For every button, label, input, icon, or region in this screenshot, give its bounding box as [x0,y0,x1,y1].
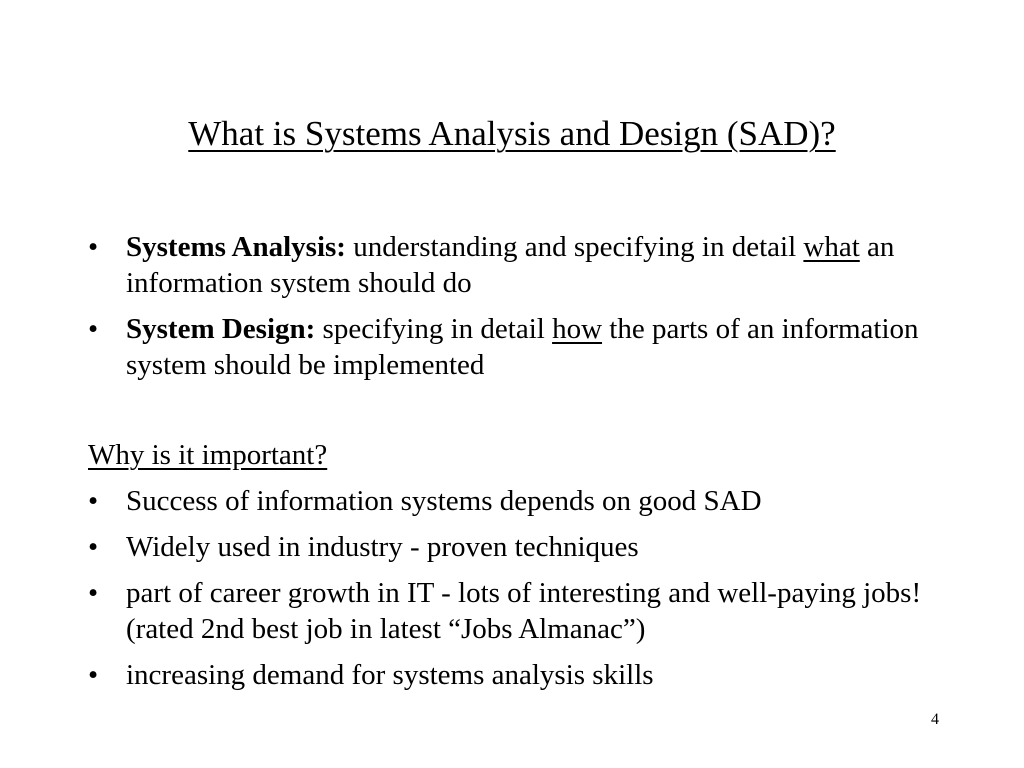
bullet-icon: • [88,659,99,691]
list-item [88,575,948,647]
definition-emphasis: how [552,313,603,345]
list-item [88,483,948,519]
page-number: 4 [931,711,939,728]
list-item-text: part of career growth in IT - lots of interesting and well-paying jobs! (rated 2nd best job in latest “Jobs Almanac”) [126,577,922,645]
definition-emphasis: what [803,231,860,263]
bullet-icon: • [88,531,99,563]
bullet-icon: • [88,485,99,517]
importance-list [88,483,948,693]
bullet-icon: • [88,577,99,609]
list-item [88,311,948,383]
list-item-text: Success of information systems depends on good SAD [126,485,762,517]
definition-text: understanding and specifying in detail [345,231,804,263]
list-item-text: Widely used in industry - proven techniques [126,531,639,563]
definition-text: specifying in detail [315,313,553,345]
bullet-icon: • [88,231,99,263]
definition-list [88,229,948,383]
bullet-icon: • [88,313,99,345]
definition-text: an information system should do [126,231,895,299]
list-item [88,657,948,693]
importance-heading: Why is it important? [88,439,328,471]
definition-term: Systems Analysis: [126,231,346,263]
definition-term: System Design: [126,313,316,345]
list-item-text: increasing demand for systems analysis skills [126,659,654,691]
list-item [88,229,948,301]
definition-text: the parts of an information system should be implemented [126,313,919,381]
slide-title: What is Systems Analysis and Design (SAD)? [188,114,836,153]
list-item [88,529,948,565]
